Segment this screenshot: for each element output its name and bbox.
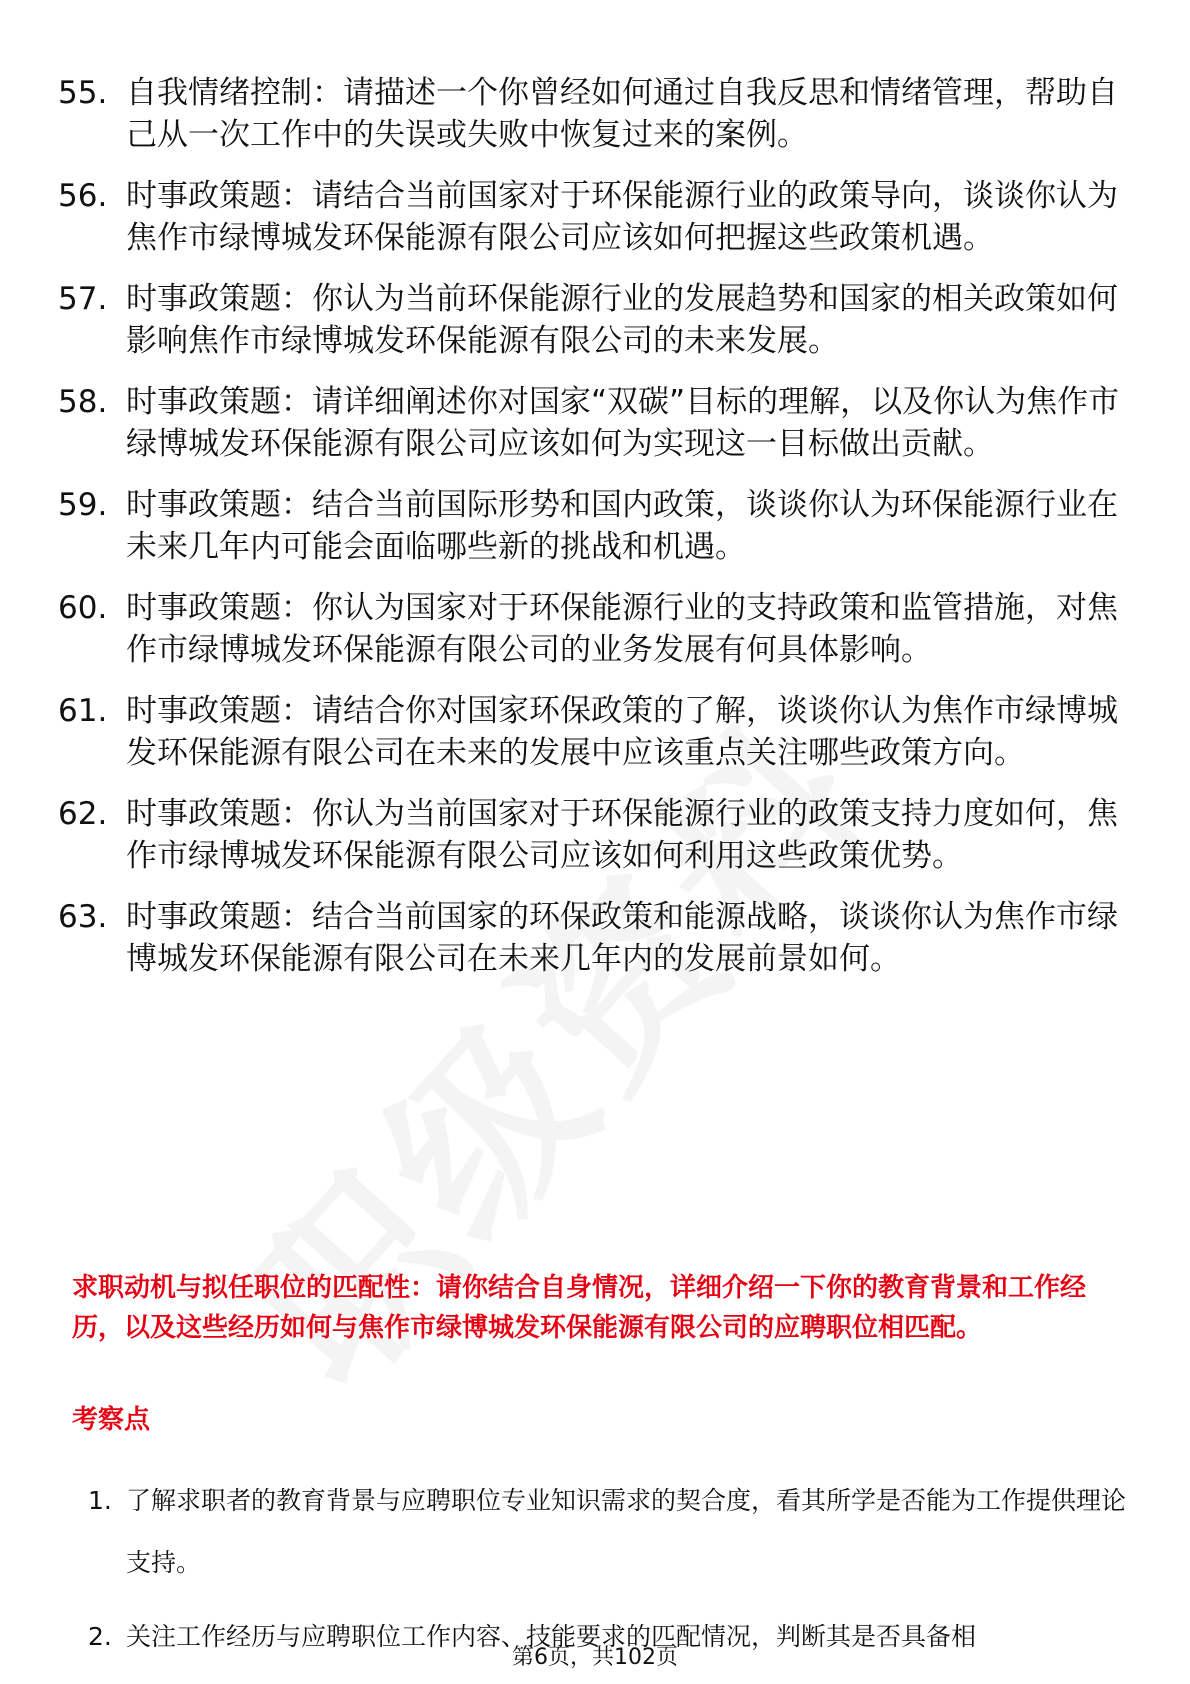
point-number: 2. <box>88 1622 112 1651</box>
list-item <box>88 1470 1138 1594</box>
question-text: 时事政策题：你认为国家对于环保能源行业的支持政策和监管措施，对焦作市绿博城发环保能源有限公司的业务发展有何具体影响。 <box>126 590 1118 668</box>
question-number: 62. <box>58 796 108 832</box>
question-item <box>58 175 1128 259</box>
question-text: 时事政策题：请结合你对国家环保政策的了解，谈谈你认为焦作市绿博城发环保能源有限公司在未来的发展中应该重点关注哪些政策方向。 <box>126 693 1118 771</box>
question-item <box>58 278 1128 362</box>
question-item <box>58 484 1128 568</box>
question-item <box>58 72 1128 156</box>
question-number: 55. <box>58 75 108 111</box>
point-number: 1. <box>88 1486 112 1515</box>
question-item <box>58 690 1128 774</box>
question-text: 时事政策题：你认为当前国家对于环保能源行业的政策支持力度如何，焦作市绿博城发环保能源有限公司应该如何利用这些政策优势。 <box>126 796 1118 874</box>
question-number: 56. <box>58 178 108 214</box>
question-item <box>58 587 1128 671</box>
question-list <box>58 72 1128 999</box>
page-footer: 第6页，共102页 <box>512 1645 678 1670</box>
points-heading: 考察点 <box>72 1405 151 1435</box>
question-item <box>58 793 1128 877</box>
question-number: 57. <box>58 281 108 317</box>
question-number: 63. <box>58 899 108 935</box>
question-text: 时事政策题：请详细阐述你对国家“双碳”目标的理解，以及你认为焦作市绿博城发环保能源有限公司应该如何为实现这一目标做出贡献。 <box>126 384 1120 462</box>
question-text: 时事政策题：你认为当前环保能源行业的发展趋势和国家的相关政策如何影响焦作市绿博城发环保能源有限公司的未来发展。 <box>126 281 1118 359</box>
point-text: 关注工作经历与应聘职位工作内容、技能要求的匹配情况，判断其是否具备相 <box>126 1622 977 1651</box>
question-text: 时事政策题：请结合当前国家对于环保能源行业的政策导向，谈谈你认为焦作市绿博城发环保能源有限公司应该如何把握这些政策机遇。 <box>126 178 1118 256</box>
question-number: 61. <box>58 693 108 729</box>
question-text: 时事政策题：结合当前国家的环保政策和能源战略，谈谈你认为焦作市绿博城发环保能源有限公司在未来几年内的发展前景如何。 <box>126 899 1118 977</box>
question-item <box>58 896 1128 980</box>
question-number: 59. <box>58 487 108 523</box>
section-heading: 求职动机与拟任职位的匹配性：请你结合自身情况，详细介绍一下你的教育背景和工作经历，以及这些经历如何与焦作市绿博城发环保能源有限公司的应聘职位相匹配。 <box>72 1273 1087 1343</box>
point-text: 了解求职者的教育背景与应聘职位专业知识需求的契合度，看其所学是否能为工作提供理论支持。 <box>126 1486 1127 1577</box>
question-text: 自我情绪控制：请描述一个你曾经如何通过自我反思和情绪管理，帮助自己从一次工作中的失误或失败中恢复过来的案例。 <box>126 75 1118 153</box>
question-text: 时事政策题：结合当前国际形势和国内政策，谈谈你认为环保能源行业在未来几年内可能会面临哪些新的挑战和机遇。 <box>126 487 1118 565</box>
question-number: 58. <box>58 384 108 420</box>
question-number: 60. <box>58 590 108 626</box>
question-item <box>58 381 1128 465</box>
